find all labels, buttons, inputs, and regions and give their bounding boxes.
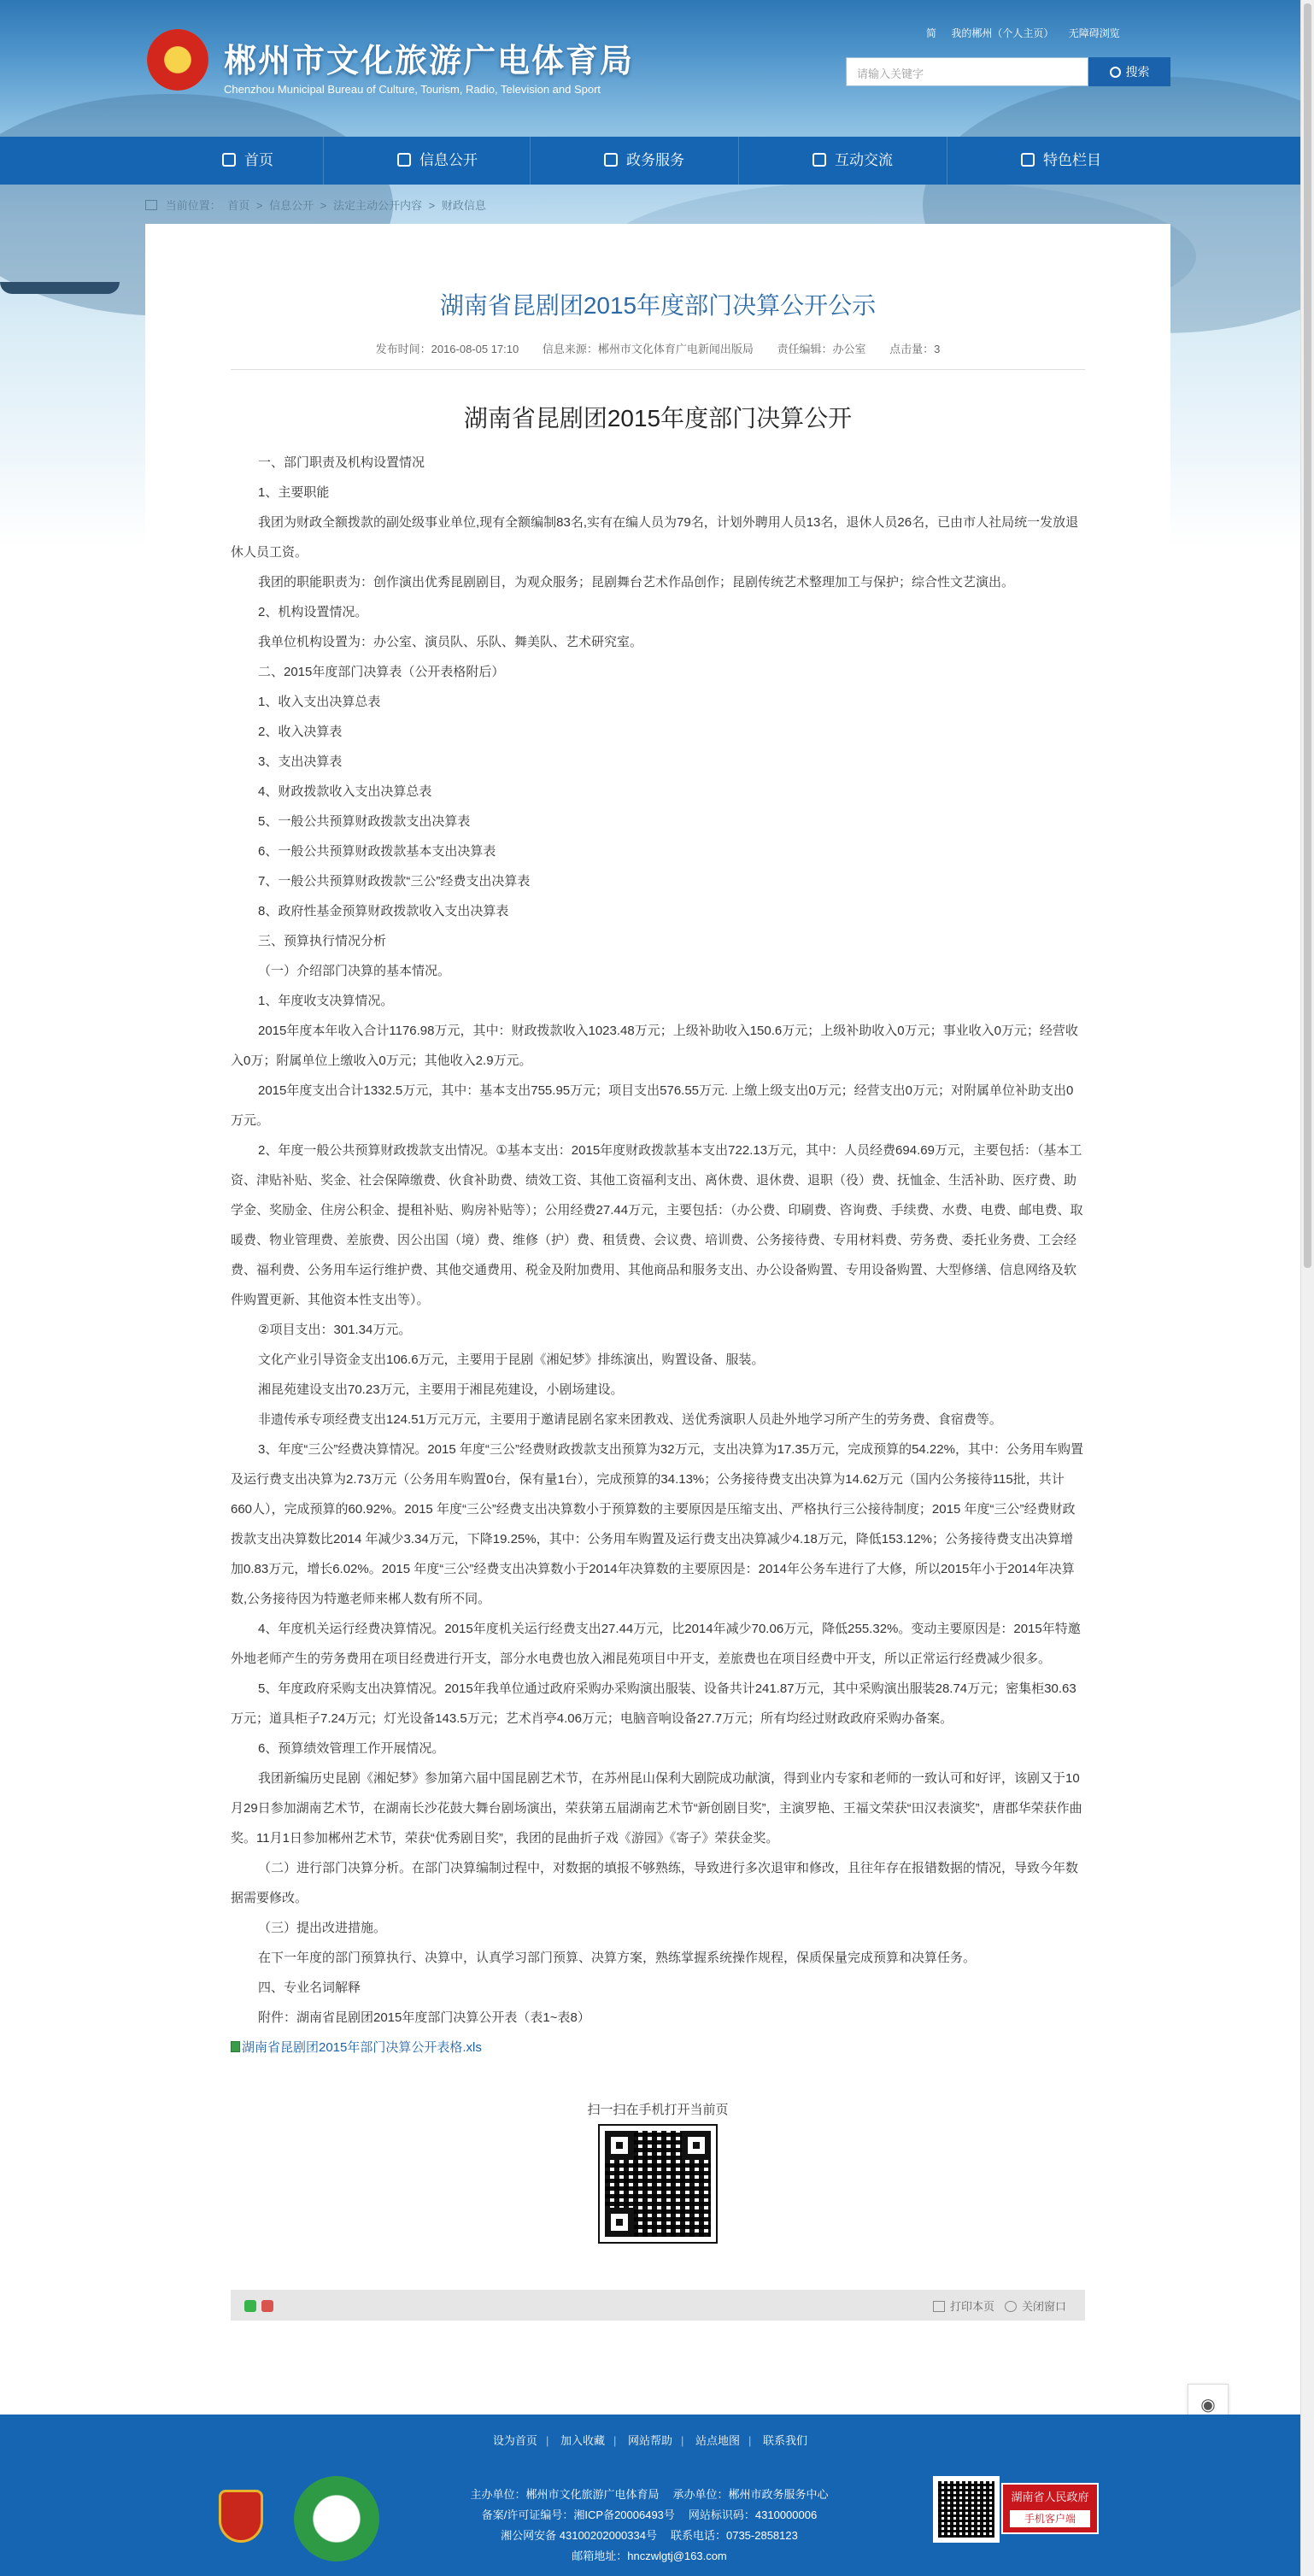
qr-label: 扫一扫在手机打开当前页: [587, 2103, 729, 2117]
paragraph: 文化产业引导资金支出106.6万元，主要用于昆剧《湘妃梦》排练演出，购置设备、服装。: [258, 1353, 765, 1367]
qr-finder: [605, 2208, 634, 2237]
paragraph: 2、机构设置情况。: [258, 605, 368, 619]
nav-info-disclosure[interactable]: 信息公开: [333, 137, 542, 185]
police-record[interactable]: 湘公网安备 43100202000334号: [501, 2529, 657, 2542]
paragraph: 8、政府性基金预算财政拨款收入支出决算表: [258, 904, 509, 918]
top-links: [914, 26, 1120, 40]
main-nav: [0, 137, 1300, 185]
breadcrumb-info[interactable]: 信息公开: [269, 199, 314, 212]
search-button[interactable]: 搜索: [1088, 57, 1170, 86]
article-meta: [145, 340, 1170, 356]
nav-home[interactable]: 首页: [144, 137, 352, 185]
paragraph: （三）提出改进措施。: [258, 1921, 387, 1935]
footer-link-separator: |: [545, 2434, 549, 2447]
contact-phone: 联系电话：0735-2858123: [670, 2529, 798, 2542]
paragraph: 二、2015年度部门决算表（公开表格附后）: [258, 665, 505, 679]
paragraph: ②项目支出：301.34万元。: [258, 1323, 412, 1337]
nav-divider: [738, 137, 739, 185]
footer: [0, 2415, 1300, 2576]
article-panel: [145, 224, 1170, 2360]
search-icon: [1110, 67, 1121, 78]
search-input[interactable]: 请输入关键字: [846, 57, 1088, 86]
qr-finder: [605, 2131, 634, 2160]
footer-link-sitemap[interactable]: 站点地图: [695, 2434, 741, 2447]
footer-link-help[interactable]: 网站帮助: [627, 2434, 672, 2447]
chat-icon: [812, 153, 826, 167]
nav-interaction[interactable]: 互动交流: [748, 137, 957, 185]
paragraph: 6、预算绩效管理工作开展情况。: [258, 1741, 445, 1756]
paragraph: 1、收入支出决算总表: [258, 695, 381, 709]
close-window-button[interactable]: 关闭窗口: [1005, 2297, 1066, 2314]
contact-email: 邮箱地址：hnczwlgtj@163.com: [572, 2550, 727, 2562]
excel-file-icon: [231, 2041, 240, 2052]
footer-link-favorite[interactable]: 加入收藏: [560, 2434, 605, 2447]
paragraph: 4、年度机关运行经费决算情况。2015年度机关运行经费支出27.44万元，比2014年减少70.06万元，降低255.32%。变动主要原因是：2015年特邀外地老师产生的劳务费用在项目经费进行开支，部分水电费也放入湘昆苑项目中开支，差旅费也在项目经费中开支，所以正常运行经费减少很多。: [231, 1622, 1081, 1666]
nav-divider: [530, 137, 531, 185]
paragraph: 7、一般公共预算财政拨款“三公”经费支出决算表: [258, 874, 531, 889]
breadcrumb-statutory[interactable]: 法定主动公开内容: [332, 199, 422, 212]
home-icon: [145, 200, 157, 210]
footer-link-separator: |: [748, 2434, 752, 2447]
layers-icon: [1021, 153, 1035, 167]
breadcrumb-home[interactable]: 首页: [227, 199, 250, 212]
attachment-link[interactable]: 湖南省昆剧团2015年部门决算公开表格.xls: [242, 2040, 482, 2055]
print-button[interactable]: 打印本页: [933, 2297, 994, 2314]
site-code: 网站标识码：4310000006: [688, 2509, 818, 2521]
home-icon: [222, 153, 236, 167]
paragraph: 我单位机构设置为：办公室、演员队、乐队、舞美队、艺术研究室。: [258, 635, 643, 649]
site-subtitle: Chenzhou Municipal Bureau of Culture, Tourism, Radio, Television and Sport: [224, 83, 601, 96]
nav-featured[interactable]: 特色栏目: [957, 137, 1165, 185]
paragraph: 5、一般公共预算财政拨款支出决算表: [258, 814, 471, 829]
edit-icon: [604, 153, 618, 167]
nav-gov-services[interactable]: 政务服务: [540, 137, 748, 185]
paragraph: 2、收入决算表: [258, 725, 343, 739]
weibo-float-button[interactable]: ◉: [1188, 2384, 1229, 2425]
paragraph: 我团新编历史昆剧《湘妃梦》参加第六届中国昆剧艺术节，在苏州昆山保利大剧院成功献演，得到业内专家和老师的一致认可和好评，该剧又于10月29日参加湖南艺术节，在湖南长沙花鼓大舞台剧场演出，荣获第五届湖南艺术节“新创剧目奖”，主演罗艳、王福文荣获“田汉表演奖”，唐郡华荣获作曲奖。11月1日参加郴州艺术节，荣获“优秀剧目奖”，我团的昆曲折子戏《游园》《寄子》荣获金奖。: [231, 1771, 1082, 1845]
paragraph: 湘昆苑建设支出70.23万元，主要用于湘昆苑建设，小剧场建设。: [258, 1382, 624, 1397]
footer-links: [0, 2432, 1300, 2448]
paragraph: 2015年度支出合计1332.5万元，其中：基本支出755.95万元；项目支出576.55万元. 上缴上级支出0万元；经营支出0万元；对附属单位补助支出0万元。: [231, 1083, 1074, 1128]
paragraph: 2、年度一般公共预算财政拨款支出情况。①基本支出：2015年度财政拨款基本支出722.13万元，其中：人员经费694.69万元，主要包括：（基本工资、津贴补贴、奖金、社会保障缴费、伙食补助费、绩效工资、其他工资福利支出、离休费、退休费、退职（役）费、抚恤金、生活补助、医疗费、助学金、奖励金、住房公积金、提租补贴、购房补贴等）；公用经费27.44万元，主要包括：（办公费、印刷费、咨询费、手续费、水费、电费、邮电费、取暖费、物业管理费、差旅费、因公出国（境）费、维修（护）费、租赁费、会议费、培训费、公务接待费、专用材料费、劳务费、委托业务费、工会经费、福利费、公务用车运行维护费、其他交通费用、税金及附加费用、其他商品和服务支出、办公设备购置、专用设备购置、大型修缮、信息网络及软件购置更新、其他资本性支出等）。: [231, 1143, 1083, 1307]
paragraph: （二）进行部门决算分析。在部门决算编制过程中，对数据的填报不够熟练，导致进行多次退审和修改，且往年存在报错数据的情况，导致今年数据需要修改。: [231, 1861, 1079, 1905]
editor: 责任编辑：办公室: [777, 343, 866, 355]
paragraph: （一）介绍部门决算的基本情况。: [258, 964, 451, 978]
paragraph: 三、预算执行情况分析: [258, 934, 387, 948]
simplified-chinese-link[interactable]: 简: [926, 27, 937, 39]
breadcrumb: 当前位置： 首页 > 信息公开 > 法定主动公开内容 > 财政信息: [145, 197, 490, 213]
paragraph: 我团为财政全额拨款的副处级事业单位,现有全额编制83名,实有在编人员为79名，计划外聘用人员13名，退休人员26名，已由市人社局统一发放退休人员工资。: [231, 515, 1079, 560]
breadcrumb-finance[interactable]: 财政信息: [441, 199, 486, 212]
party-emblem-icon[interactable]: [219, 2490, 263, 2543]
footer-link-contact[interactable]: 联系我们: [763, 2434, 808, 2447]
article-title: 湖南省昆剧团2015年度部门决算公开公示: [439, 292, 877, 319]
publish-time: 发布时间：2016-08-05 17:10: [375, 343, 519, 355]
wechat-share-icon[interactable]: [244, 2300, 256, 2312]
info-source: 信息来源：郴州市文化体育广电新闻出版局: [542, 343, 754, 355]
document-icon: [397, 153, 411, 167]
accessibility-link[interactable]: 无障碍浏览: [1068, 27, 1120, 39]
document-title: 湖南省昆剧团2015年度部门决算公开: [463, 405, 853, 431]
host-unit: 主办单位：郴州市文化旅游广电体育局: [470, 2488, 660, 2501]
paragraph: 5、年度政府采购支出决算情况。2015年我单位通过政府采购办采购演出服装、设备共计241.87万元，其中采购演出服装28.74万元；密集柜30.63万元；道具柜子7.24万元；灯光设备143.5万元；艺术肖亭4.06万元；电脑音响设备27.7万元；所有均经过财政政府采购办备案。: [231, 1681, 1076, 1726]
printer-icon: [933, 2301, 945, 2312]
paragraph: 6、一般公共预算财政拨款基本支出决算表: [258, 844, 496, 859]
paragraph: 四、专业名词解释: [258, 1980, 361, 1995]
organizer-unit: 承办单位：郴州市政务服务中心: [672, 2488, 829, 2501]
footer-link-separator: |: [613, 2434, 617, 2447]
paragraph: 2015年度本年收入合计1176.98万元，其中：财政拨款收入1023.48万元；上级补助收入150.6万元；上级补助收入0万元；事业收入0万元；经营收入0万；附属单位上缴收入0万元；其他收入2.9万元。: [231, 1024, 1078, 1068]
paragraph: 3、年度“三公”经费决算情况。2015 年度“三公”经费财政拨款支出预算为32万元，支出决算为17.35万元，完成预算的54.22%，其中：公务用车购置及运行费支出决算为2.73万元（公务用车购置0台，保有量1台），完成预算的34.13%；公务接待费支出决算为14.62万元（国内公务接待115批，共计660人），完成预算的60.92%。2015 年度“三公”经费支出决算数小于预算数的主要原因是压缩支出、严格执行三公接待制度；2015 年度“三公”经费财政拨款支出决算数比2014 年减少3.34万元，下降19.25%，其中：公务用车购置及运行费支出决算减少4.18万元，降低153.12%；公务接待费支出决算增加0.83万元，增长6.02%。2015 年度“三公”经费支出决算数小于2014年决算数的主要原因是：2014年公务车进行了大修，所以2015年小于2014年决算数,公务接待因为特邀老师来郴人数有所不同。: [231, 1442, 1083, 1606]
paragraph: 4、财政拨款收入支出决算总表: [258, 784, 432, 799]
footer-qr-code: [933, 2476, 1000, 2543]
hunan-gov-app-badge[interactable]: 湖南省人民政府 手机客户端: [1001, 2483, 1099, 2534]
hit-count: 点击量：3: [889, 343, 941, 355]
national-emblem-icon: [147, 29, 208, 91]
boat-graphic: [0, 282, 120, 294]
footer-link-separator: |: [681, 2434, 684, 2447]
paragraph: 在下一年度的部门预算执行、决算中，认真学习部门预算、决算方案，熟练掌握系统操作规程，保质保量完成预算和决算任务。: [258, 1951, 977, 1965]
paragraph: 我团的职能职责为：创作演出优秀昆剧剧目，为观众服务；昆剧舞台艺术作品创作；昆剧传统艺术整理加工与保护；综合性文艺演出。: [258, 575, 1015, 590]
weibo-share-icon[interactable]: [261, 2300, 273, 2312]
icp-number[interactable]: 备案/许可证编号：湘ICP备20006493号: [481, 2509, 675, 2521]
scrollbar-thumb[interactable]: [1304, 3, 1311, 1268]
paragraph: 一、部门职责及机构设置情况: [258, 455, 425, 470]
article-body: [231, 448, 1085, 2063]
divider: [231, 369, 1085, 370]
page-scrollbar[interactable]: [1300, 0, 1314, 2576]
footer-info: [359, 2485, 940, 2567]
paragraph: 非遗传承专项经费支出124.51万元万元，主要用于邀请昆剧名家来团教戏、送优秀演职人员赴外地学习所产生的劳务费、食宿费等。: [258, 1412, 1002, 1427]
footer-link-set-home[interactable]: 设为首页: [492, 2434, 537, 2447]
my-chenzhou-link[interactable]: 我的郴州（个人主页）: [951, 27, 1054, 39]
nav-divider: [323, 137, 324, 185]
paragraph: 3、支出决算表: [258, 754, 343, 769]
paragraph: 附件：湖南省昆剧团2015年度部门决算公开表（表1~表8）: [258, 2010, 590, 2025]
article-toolbar: [231, 2290, 1085, 2321]
paragraph: 1、年度收支决算情况。: [258, 994, 394, 1008]
site-title: 郴州市文化旅游广电体育局: [224, 41, 635, 79]
attachment-row: [231, 2033, 1085, 2063]
qr-finder: [682, 2131, 711, 2160]
paragraph: 1、主要职能: [258, 485, 330, 500]
close-icon: [1005, 2301, 1017, 2312]
qr-code: [600, 2126, 716, 2242]
